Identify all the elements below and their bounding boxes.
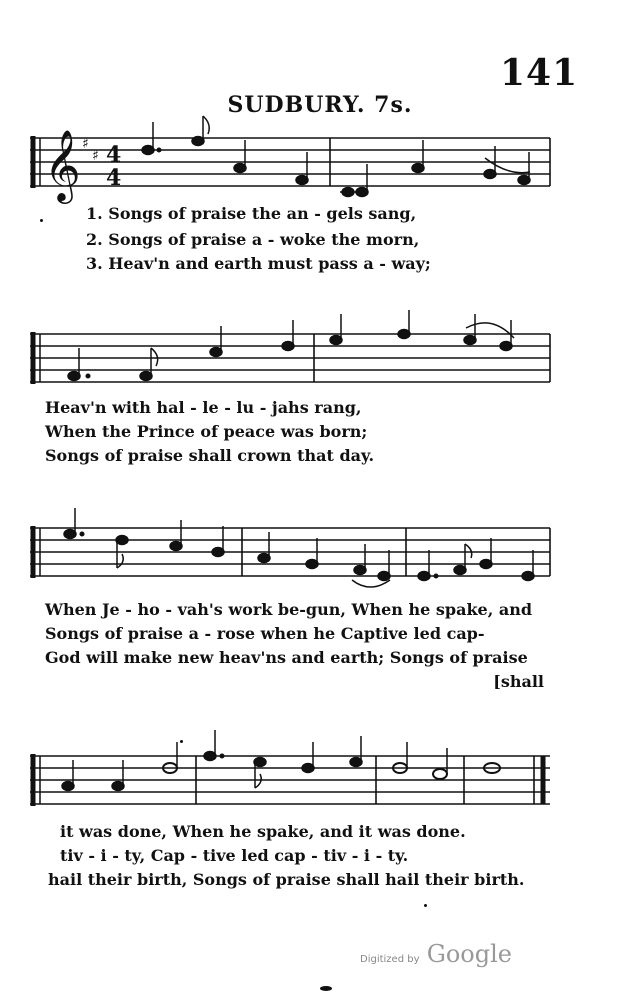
lyric-line-4-3: hail their birth, Songs of praise shall hail their birth.: [48, 870, 525, 889]
lyric-line-1-1: 1. Songs of praise the an - gels sang,: [86, 204, 417, 223]
lyric-line-2-3: Songs of praise shall crown that day.: [45, 446, 375, 465]
music-staff-1: [30, 128, 560, 201]
music-staff-2: [30, 324, 560, 394]
ink-speck: [180, 740, 183, 743]
ink-speck: [320, 986, 332, 991]
lyric-line-1-2: 2. Songs of praise a - woke the morn,: [86, 230, 420, 249]
svg-text:𝄞: 𝄞: [44, 128, 81, 201]
svg-text:4: 4: [106, 142, 122, 168]
ink-speck: [40, 219, 43, 222]
music-staff-3: [30, 518, 560, 588]
lyric-line-3-3: God will make new heav'ns and earth; Songs of praise: [45, 648, 528, 667]
lyric-line-4-2: tiv - i - ty, Cap - tive led cap - tiv - i - ty.: [60, 846, 409, 865]
lyric-line-2-1: Heav'n with hal - le - lu - jahs rang,: [45, 398, 362, 417]
lyric-line-1-3: 3. Heav'n and earth must pass a - way;: [86, 254, 431, 273]
tune-title: SUDBURY. 7s.: [227, 92, 413, 118]
music-staff-4: [30, 746, 560, 816]
digitized-footer: [360, 940, 512, 968]
svg-text:♯: ♯: [92, 148, 99, 164]
svg-text:♯: ♯: [82, 136, 89, 152]
google-logo: Google: [426, 940, 512, 968]
lyric-line-3-1: When Je - ho - vah's work be-gun, When he spake, and: [45, 600, 533, 619]
lyric-line-2-2: When the Prince of peace was born;: [45, 422, 368, 441]
lyric-runover: [shall: [493, 672, 544, 691]
digitized-label: Digitized by: [360, 954, 420, 965]
page-number: 141: [500, 52, 579, 94]
ink-speck: [424, 904, 427, 907]
svg-text:4: 4: [106, 165, 122, 191]
lyric-line-3-2: Songs of praise a - rose when he Captive led cap-: [45, 624, 485, 643]
lyric-line-4-1: it was done, When he spake, and it was done.: [60, 822, 466, 841]
